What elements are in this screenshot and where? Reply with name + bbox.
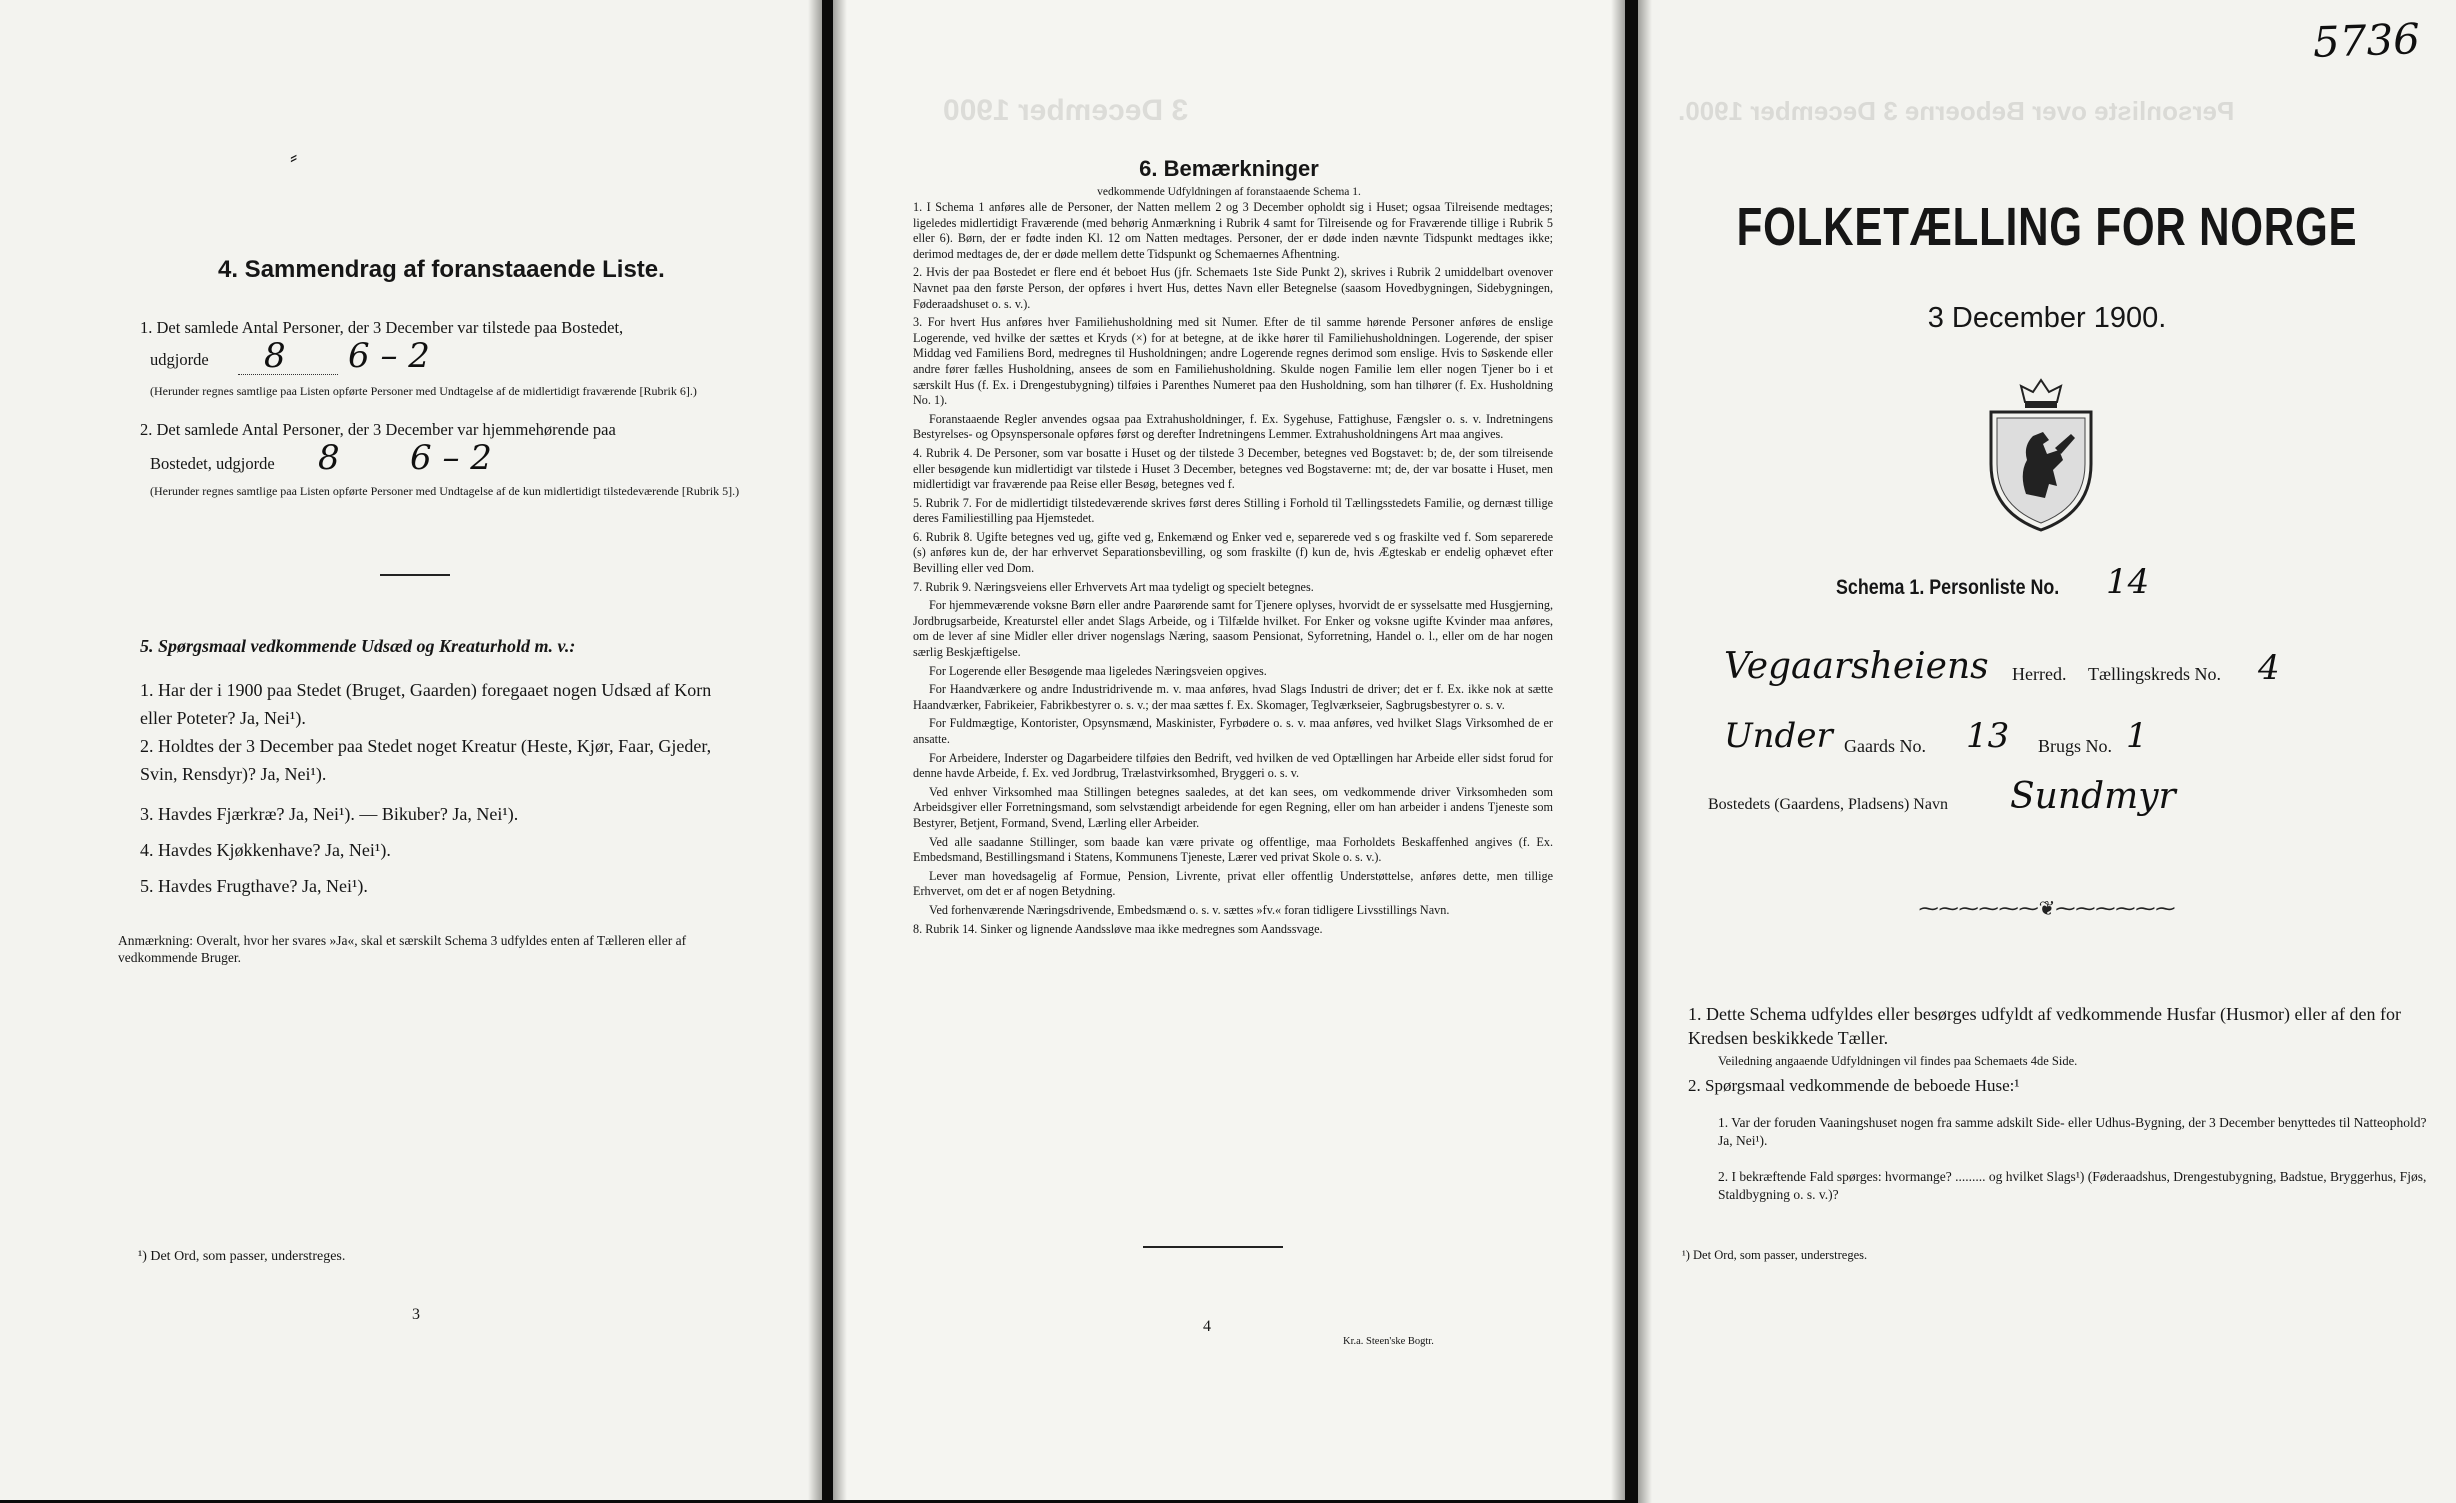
remark-item: 7. Rubrik 9. Næringsveiens eller Erhvervets Art maa tydeligt og specielt betegnes. <box>913 579 1314 594</box>
herred-value: Vegaarsheiens <box>1724 646 1989 687</box>
personliste-number: 14 <box>2106 562 2150 602</box>
question-1: 1. Har der i 1900 paa Stedet (Bruget, Gaarden) foregaaet nogen Udsæd af Korn eller Poteter? Ja, Nei¹). <box>140 680 712 728</box>
remark-item: For Haandværkere og andre Industridrivende m. v. maa anføres, hvad Slags Industri de driver; det er f. Ex. ikke nok at sætte Haandværker, Fabrikeier, Fabrikbestyrer o. s. v.; der maa sættes f. Ex. Skomager, Teglværkseier, Sagbrugsbestyrer o. s. v. <box>913 682 1553 712</box>
remark-item: For Logerende eller Besøgende maa ligeledes Næringsveien opgives. <box>929 663 1267 678</box>
summary-item-1: 1. Det samlede Antal Personer, der 3 December var tilstede paa Bostedet, <box>140 318 624 337</box>
gaards-prefix: Under <box>1724 716 1833 756</box>
instruction-1: 1. Dette Schema udfyldes eller besørges udfyldt af vedkommende Husfar (Husmor) eller af den for Kredsen beskikkede Tæller. <box>1688 1004 2401 1048</box>
main-title: FOLKETÆLLING FOR NORGE <box>1736 197 2358 257</box>
question-5: 5. Havdes Frugthave? Ja, Nei¹). <box>140 876 368 896</box>
question-4: 4. Havdes Kjøkkenhave? Ja, Nei¹). <box>140 840 391 860</box>
divider <box>1143 1246 1283 1248</box>
remark-item: 1. I Schema 1 anføres alle de Personer, der Natten mellem 2 og 3 December opholdt sig i Huset; ogsaa Tilreisende medtages; ligeledes midlertidigt Fraværende (med behørig Anmærkning i Rubrik 4 samt for Tilreisende og for Fraværende tillige i Rubrik 5 eller 6). Børn, der er fødte inden Kl. 12 om Natten medtages. Personer, der er døde inden nævnte Tidspunkt medtages ikke; derimod medtages de, der er døde mellem dette Tidspunkt og Schemaernes Afhentning. <box>913 200 1553 261</box>
summary-item-2-note: (Herunder regnes samtlige paa Listen opførte Personer med Undtagelse af de kun midlertidigt tilstedeværende [Rubrik 5].) <box>150 484 740 498</box>
remark-note: Anmærkning: Overalt, hvor her svares »Ja«, skal et særskilt Schema 3 udfyldes enten af Tælleren eller af vedkommende Bruger. <box>118 933 687 965</box>
kreds-label: Tællingskreds No. <box>2088 664 2221 684</box>
brugs-number: 1 <box>2126 716 2148 756</box>
remark-item: 2. Hvis der paa Bostedet er flere end ét beboet Hus (jfr. Schemaets 1ste Side Punkt 2), skrives i Rubrik 2 umiddelbart ovenover Navnet paa den første Person, der opføres i hvert Hus, dettes Navn eller Betegnelse (saasom Hovedbygningen, Sidebygningen, Føderaadshuset o. s. v.). <box>913 265 1553 311</box>
bosted-label: Bostedets (Gaardens, Pladsens) Navn <box>1708 796 1948 813</box>
bleed-through-text: 3 December 1900 <box>943 94 1189 127</box>
bosted-value: Sundmyr <box>2010 776 2176 817</box>
bleed-through-text: Personliste over Beboerne 3 December 1900. <box>1678 96 2235 126</box>
divider <box>380 574 450 576</box>
footnote: ¹) Det Ord, som passer, understreges. <box>138 1249 346 1264</box>
kreds-number: 4 <box>2258 648 2280 688</box>
page-fold-shadow <box>1638 0 1652 1503</box>
question-3: 3. Havdes Fjærkræ? Ja, Nei¹). — Bikuber? Ja, Nei¹). <box>140 804 519 824</box>
remark-item: 8. Rubrik 14. Sinker og lignende Aandssløve maa ikke medregnes som Aandssvage. <box>913 921 1323 936</box>
summary-item-1-value-1: 8 <box>264 336 286 376</box>
page-fold-shadow <box>1611 0 1625 1500</box>
instruction-2-sub-2: 2. I bekræftende Fald spørges: hvormange? ......... og hvilket Slags¹) (Føderaadshus, Drengestubygning, Badstue, Bryggerhus, Fjøs, Staldbygning o. s. v.)? <box>1718 1169 2427 1202</box>
left-page <box>0 0 822 1500</box>
gaards-number: 13 <box>1966 716 2010 756</box>
summary-item-2-bostedet: Bostedet, udgjorde <box>150 454 275 473</box>
section-5-title: 5. Spørgsmaal vedkommende Udsæd og Kreaturhold m. v.: <box>140 636 576 656</box>
brugs-label: Brugs No. <box>2038 736 2113 756</box>
summary-item-1-value-2: 6 – 2 <box>348 336 430 376</box>
summary-item-1-note: (Herunder regnes samtlige paa Listen opførte Personer med Undtagelse af de midlertidigt fraværende [Rubrik 6].) <box>150 384 697 398</box>
norway-coat-of-arms <box>1931 374 2151 534</box>
summary-item-1-udgjorde: udgjorde <box>150 350 209 369</box>
herred-label: Herred. <box>2012 664 2067 684</box>
instruction-1-note: Veiledning angaaende Udfyldningen vil findes paa Schemaets 4de Side. <box>1718 1054 2078 1068</box>
remark-item: Ved alle saadanne Stillinger, som baade kan være private og offentlige, maa Forholdets Beskaffenhed angives (f. Ex. Embedsmand, Bestillingsmand i Statens, Kommunens Tjeneste, Lærer ved privat Skole o. s. v.). <box>913 834 1553 865</box>
remark-item: For Fuldmægtige, Kontorister, Opsynsmænd, Maskinister, Fyrbødere o. s. v. maa anføres, ved hvilket Slags Virksomhed de er ansatte. <box>913 716 1553 746</box>
page-number: 3 <box>412 1306 420 1323</box>
remark-item: For Arbeidere, Inderster og Dagarbeidere tilføies den Bedrift, ved hvilken de ved Optællingen har Arbeide eller sidst forud for denne havde Arbeide, f. Ex. ved Jordbrug, Trælastvirksomhed, Bryggeri o. s. v. <box>913 750 1553 781</box>
right-page <box>1638 0 2456 1503</box>
remarks-list <box>913 200 1553 940</box>
remark-item: Lever man hovedsagelig af Formue, Pension, Livrente, privat eller offentlig Understøttelse, anføres dette, men tillige Erhvervet, om det er af nogen Betydning. <box>913 868 1553 899</box>
remark-item: Ved forhenværende Næringsdrivende, Embedsmænd o. s. v. sættes »fv.« foran tidligere Livsstillings Navn. <box>929 902 1450 917</box>
ornament-divider: ⁓⁓⁓⁓⁓⁓❦⁓⁓⁓⁓⁓⁓ <box>1918 898 2176 920</box>
remark-item: Foranstaaende Regler anvendes ogsaa paa Extrahusholdninger, f. Ex. Sygehuse, Fattighuse, Fængsler o. s. v. Indretningens Bestyrelses- og Opsynspersonale opføres først og derefter Indretningens Lemmer. Extrahusholdningens Art maa angives. <box>913 411 1553 442</box>
instruction-2: 2. Spørgsmaal vedkommende de beboede Huse:¹ <box>1688 1076 2020 1095</box>
schema-label: Schema 1. Personliste No. <box>1836 576 2060 599</box>
summary-item-2: 2. Det samlede Antal Personer, der 3 December var hjemmehørende paa <box>140 420 616 439</box>
remark-item: For hjemmeværende voksne Børn eller andre Paarørende samt for Tjenere oplyses, hvorvidt de er sysselsatte med Husgjerning, Jordbrugsarbeide, Kreaturstel eller andet Slags Arbeide, og i Tilfælde hvilket. For Enker og voksne ugifte Kvinder maa anføres, om de lever af sine Midler eller driver nogenslags Næring, saasom Pensionat, Syforretning, Handel o. l., eller om de har nogen særlig Beskjæftigelse. <box>913 598 1553 660</box>
remark-item: 3. For hvert Hus anføres hver Familiehusholdning med sit Numer. Efter de til samme hørende Personer anføres de enslige Logerende, ved hvilke der sættes et Kryds (×) for at betegne, at de ikke hører til Familiehusholdningen. Logerende, der spiser Middag ved Familiens Bord, medregnes til Husholdningen; andre Logerende regnes derimod som enslige. Hvis to Søskende eller andre fører fælles Husholdning, ansees de som en Familiehusholdning. Skulde nogen Familie lem eller nogen Tjener bo i et særskilt Hus (f. Ex. i Drengestubygning) tilføies i Parenthes Numeret paa den Husholdning, som han tilhører (f. Ex. Husholdning No. 1). <box>913 315 1553 408</box>
remarks-subtitle: vedkommende Udfyldningen af foranstaaende Schema 1. <box>1097 186 1361 198</box>
remark-item: 4. Rubrik 4. De Personer, som var bosatte i Huset og der tilstede 3 December, betegnes ved Bogstavet: b; de, der som tilreisende eller besøgende kun midlertidigt var tilstede i Huset 3 December, betegnes ved Bogstaverne: mt; de, der var bosatte i Huset, men midlertidigt var fraværende paa Reise eller Besøg, betegnes ved f. <box>913 445 1553 492</box>
census-date: 3 December 1900. <box>1927 302 2167 334</box>
archive-number: 5736 <box>2312 14 2421 67</box>
remark-item: Ved enhver Virksomhed maa Stillingen betegnes saaledes, at det kan sees, om vedkommende driver Virksomheden som Arbeidsgiver eller Forretningsmand, som selvstændigt arbeidende for egen Regning, eller om han arbeider i andens Tjeneste som Bestyrer, Betjent, Formand, Svend, Lærling eller Arbeider. <box>913 784 1553 830</box>
dotted-line <box>238 374 338 376</box>
summary-title: 4. Sammendrag af foranstaaende Liste. <box>218 256 665 283</box>
page-number: 4 <box>1203 1318 1211 1335</box>
gaards-label: Gaards No. <box>1844 736 1926 756</box>
summary-item-2-value-1: 8 <box>318 438 340 478</box>
stamp-mark: ⸗ <box>290 144 298 169</box>
middle-page <box>833 0 1625 1500</box>
summary-item-2-value-2: 6 – 2 <box>410 438 492 478</box>
remarks-title: 6. Bemærkninger <box>1139 156 1319 181</box>
footnote: ¹) Det Ord, som passer, understreges. <box>1682 1248 1868 1262</box>
remark-item: 6. Rubrik 8. Ugifte betegnes ved ug, gifte ved g, Enkemænd og Enker ved e, separerede ved s og fraskilte ved f. Som separerede (s) anføres kun de, der har erhvervet Separationsbevilling, og som fraskilte (f) kun de, hvis Ægteskab er endelig ophævet efter Bevilling eller ved Dom. <box>913 529 1553 576</box>
page-fold-shadow <box>808 0 822 1500</box>
printer-credit: Kr.a. Steen'ske Bogtr. <box>1343 1336 1434 1347</box>
instruction-2-sub-1: 1. Var der foruden Vaaningshuset nogen fra samme adskilt Side- eller Udhus-Bygning, der 3 December benyttedes til Natteophold? Ja, Nei¹). <box>1718 1115 2427 1148</box>
page-fold-shadow <box>833 0 847 1500</box>
remark-item: 5. Rubrik 7. For de midlertidigt tilstedeværende skrives først deres Stilling i Forhold til Tællingsstedets Familie, og dernæst tillige deres Familiestilling paa Hjemstedet. <box>913 495 1553 526</box>
question-2: 2. Holdtes der 3 December paa Stedet noget Kreatur (Heste, Kjør, Faar, Gjeder, Svin, Rensdyr)? Ja, Nei¹). <box>140 736 712 784</box>
